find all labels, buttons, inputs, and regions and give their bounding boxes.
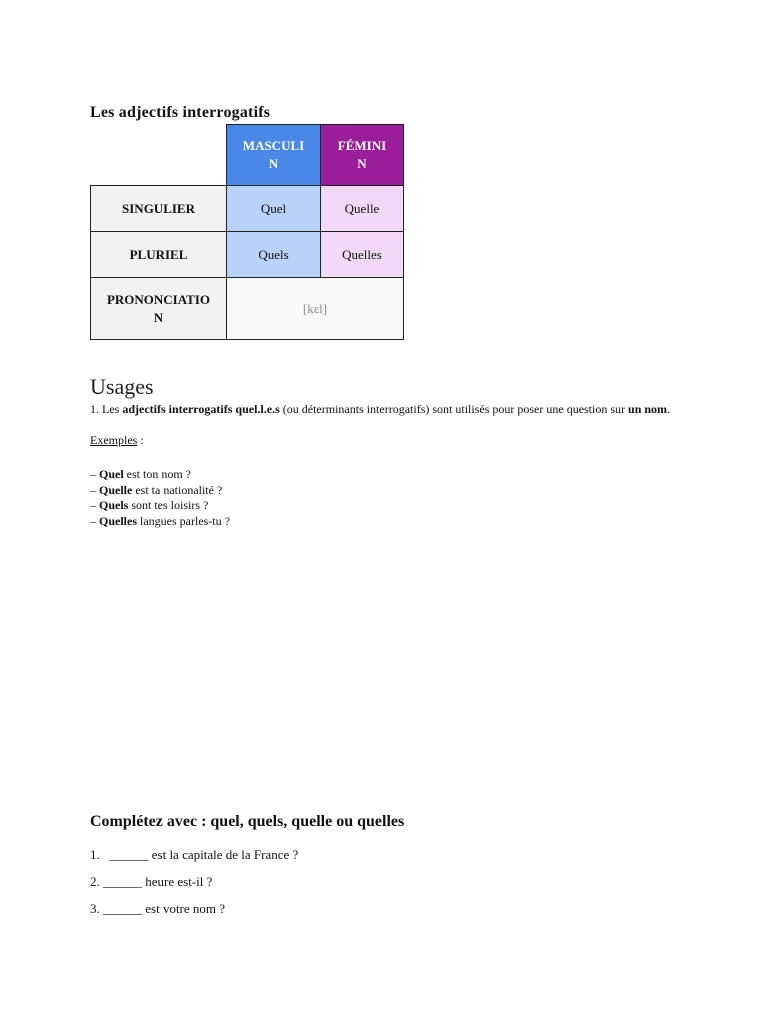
page-title: Les adjectifs interrogatifs bbox=[90, 104, 271, 121]
exercise-number: 1. bbox=[90, 847, 100, 862]
list-item bbox=[90, 514, 230, 530]
fill-in-blank: ______ bbox=[103, 901, 142, 916]
example-dash: – bbox=[90, 513, 99, 528]
fill-in-blank: ______ bbox=[109, 847, 149, 862]
row-label-singulier: SINGULIER bbox=[91, 186, 227, 232]
example-rest: est ta nationalité ? bbox=[132, 482, 223, 497]
cell-prononciation: [kɛl] bbox=[227, 278, 404, 340]
example-rest: langues parles-tu ? bbox=[137, 513, 230, 528]
row-label-pluriel: PLURIEL bbox=[91, 232, 227, 278]
exercise-list bbox=[90, 846, 298, 927]
table-row bbox=[91, 232, 404, 278]
cell-singulier-masculin: Quel bbox=[227, 186, 321, 232]
example-rest: est ton nom ? bbox=[123, 467, 191, 481]
cell-pluriel-masculin: Quels bbox=[227, 232, 321, 278]
usage-bold-noun: un nom bbox=[628, 402, 668, 416]
fill-in-blank: ______ bbox=[103, 874, 142, 889]
example-dash: – bbox=[90, 482, 99, 497]
usage-text-end: . bbox=[667, 402, 671, 416]
cell-pluriel-feminin: Quelles bbox=[321, 232, 404, 278]
exercise-heading: Complétez avec : quel, quels, quelle ou quelles bbox=[90, 813, 405, 830]
usage-number: 1. Les bbox=[90, 402, 123, 416]
examples-label bbox=[90, 433, 144, 448]
example-word: Quel bbox=[99, 467, 124, 481]
header-masculin: MASCULI N bbox=[227, 125, 321, 186]
example-word: Quelles bbox=[99, 513, 137, 528]
example-rest: sont tes loisirs ? bbox=[128, 498, 209, 512]
examples-label-text: Exemples bbox=[90, 433, 138, 447]
table-row bbox=[91, 278, 404, 340]
example-dash: – bbox=[90, 467, 99, 481]
list-item bbox=[90, 498, 230, 514]
table-row bbox=[91, 186, 404, 232]
list-item bbox=[90, 846, 298, 873]
exercise-text: heure est-il ? bbox=[142, 874, 213, 889]
list-item bbox=[90, 483, 230, 499]
examples-list bbox=[90, 467, 230, 529]
table-corner-cell bbox=[91, 125, 227, 186]
cell-singulier-feminin: Quelle bbox=[321, 186, 404, 232]
adjectives-table bbox=[90, 124, 404, 340]
exercise-number: 2. bbox=[90, 874, 100, 889]
example-dash: – bbox=[90, 498, 99, 512]
list-item bbox=[90, 900, 298, 927]
exercise-number: 3. bbox=[90, 901, 100, 916]
exercise-text: est la capitale de la France ? bbox=[148, 847, 299, 862]
header-feminin: FÉMINI N bbox=[321, 125, 404, 186]
usage-text-part: (ou déterminants interrogatifs) sont utilisés pour poser une question sur bbox=[279, 402, 629, 416]
example-word: Quelle bbox=[99, 482, 133, 497]
exercise-text: est votre nom ? bbox=[142, 901, 226, 916]
list-item bbox=[90, 467, 230, 483]
examples-label-colon: : bbox=[137, 433, 144, 447]
usages-heading: Usages bbox=[90, 374, 154, 399]
list-item bbox=[90, 873, 298, 900]
usage-bold-term: adjectifs interrogatifs quel.l.e.s bbox=[122, 402, 280, 416]
example-word: Quels bbox=[99, 498, 129, 512]
table-header-row bbox=[91, 125, 404, 186]
usage-paragraph bbox=[90, 402, 680, 417]
row-label-prononciation: PRONONCIATIO N bbox=[91, 278, 227, 340]
